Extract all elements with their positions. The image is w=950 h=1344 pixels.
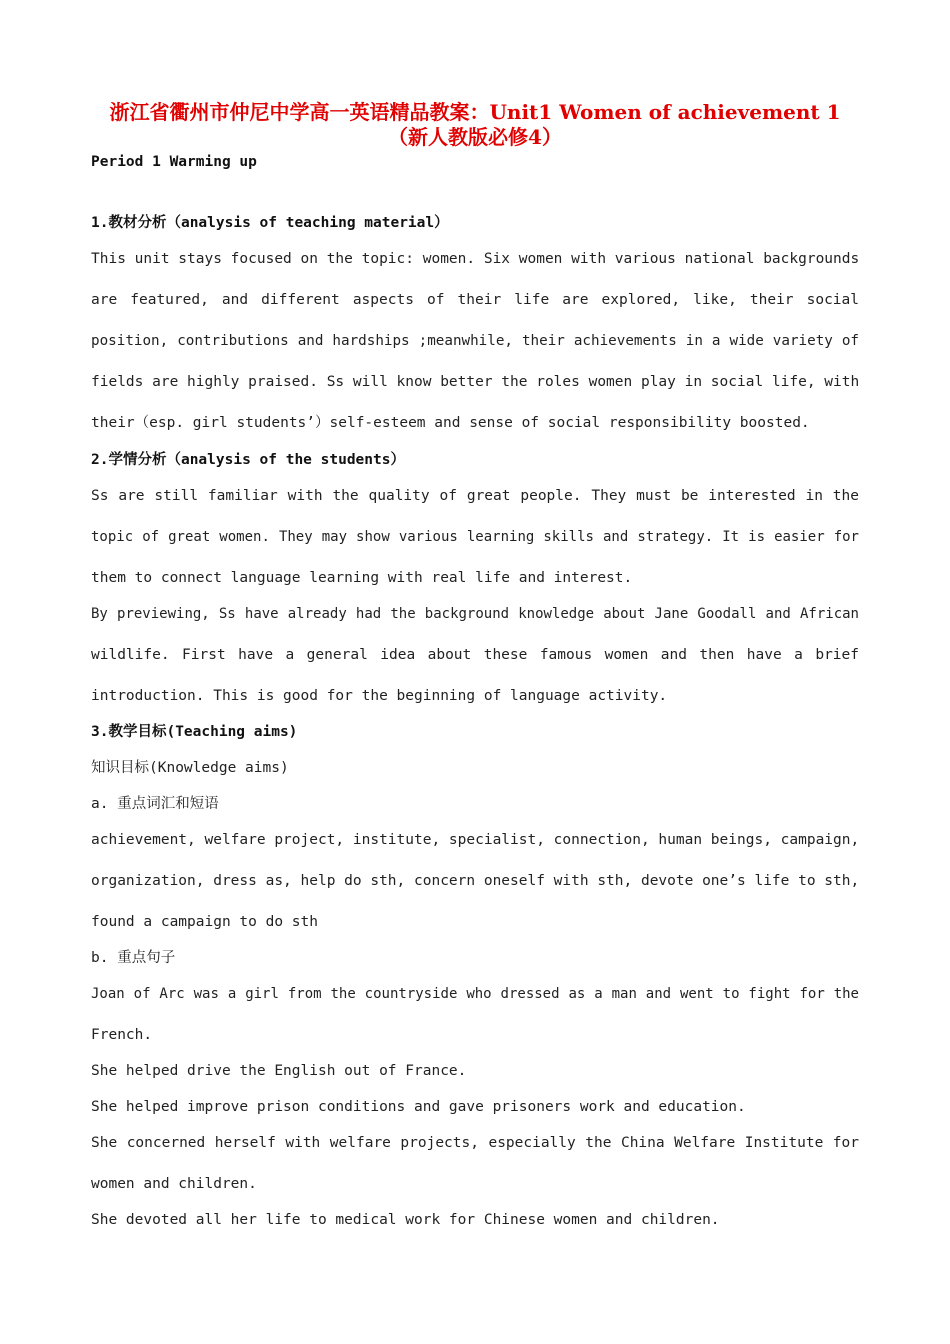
vocabulary-line: achievement, welfare project, institute, specialist, connection, human beings, campaign, xyxy=(91,832,860,848)
sentence-line: Joan of Arc was a girl from the countryside who dressed as a man and went to fight for the xyxy=(91,986,859,1002)
sentence-line: French. xyxy=(91,1027,153,1043)
vocabulary-heading: a. 重点词汇和短语 xyxy=(91,796,219,812)
period-heading: Period 1 Warming up xyxy=(91,154,257,170)
paragraph-line: them to connect language learning with real life and interest. xyxy=(91,570,633,586)
vocabulary-line: organization, dress as, help do sth, concern oneself with sth, devote one’s life to sth, xyxy=(91,873,860,889)
sentence-line: She devoted all her life to medical work for Chinese women and children. xyxy=(91,1212,720,1228)
sentence-line: women and children. xyxy=(91,1176,257,1192)
section2-heading: 2.学情分析（analysis of the students） xyxy=(91,452,405,468)
sentence-line: She concerned herself with welfare projects, especially the China Welfare Institute for xyxy=(91,1135,859,1151)
paragraph-line: position, contributions and hardships ;meanwhile, their achievements in a wide variety of xyxy=(91,333,859,349)
paragraph-line: their（esp. girl students’）self-esteem and sense of social responsibility boosted. xyxy=(91,415,810,431)
sentence-line: She helped drive the English out of France. xyxy=(91,1063,467,1079)
section1-heading: 1.教材分析（analysis of teaching material） xyxy=(91,215,449,231)
section3-heading: 3.教学目标(Teaching aims) xyxy=(91,724,298,740)
paragraph-line: fields are highly praised. Ss will know better the roles women play in social life, with xyxy=(91,374,860,390)
paragraph-line: This unit stays focused on the topic: women. Six women with various national backgrounds xyxy=(91,251,860,267)
paragraph-line: topic of great women. They may show various learning skills and strategy. It is easier for xyxy=(91,529,859,545)
vocabulary-line: found a campaign to do sth xyxy=(91,914,318,930)
document-title: 浙江省衢州市仲尼中学高一英语精品教案：Unit1 Women of achievement 1 xyxy=(109,100,841,124)
sentences-heading: b. 重点句子 xyxy=(91,950,176,966)
paragraph-line: By previewing, Ss have already had the background knowledge about Jane Goodall and African xyxy=(91,606,859,622)
paragraph-line: introduction. This is good for the beginning of language activity. xyxy=(91,688,668,704)
sentence-line: She helped improve prison conditions and gave prisoners work and education. xyxy=(91,1099,746,1115)
paragraph-line: are featured, and different aspects of their life are explored, like, their social xyxy=(91,292,859,308)
knowledge-aims-heading: 知识目标(Knowledge aims) xyxy=(91,760,289,776)
document-subtitle: （新人教版必修4） xyxy=(388,125,562,149)
paragraph-line: Ss are still familiar with the quality of great people. They must be interested in the xyxy=(91,488,859,504)
paragraph-line: wildlife. First have a general idea about these famous women and then have a brief xyxy=(91,647,859,663)
